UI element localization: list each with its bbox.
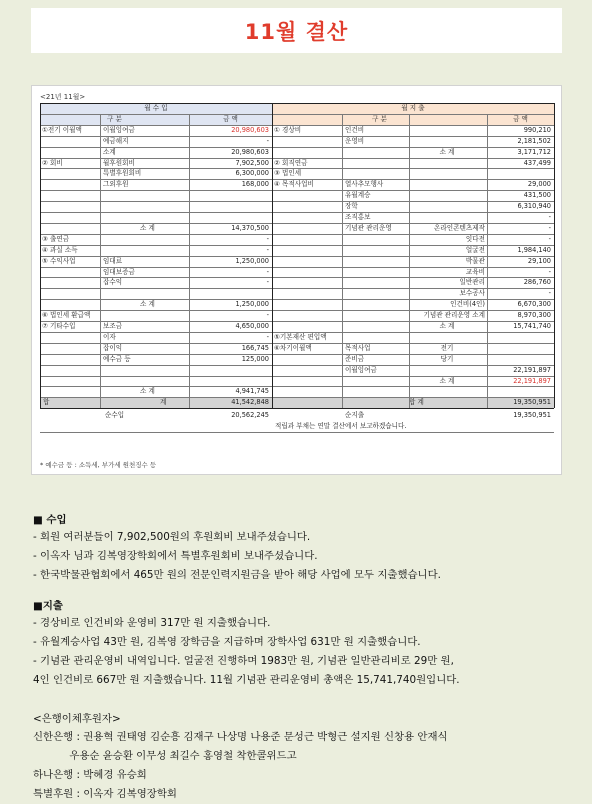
expense-subitem: 기념관 관리운영 소계 — [423, 311, 485, 320]
expense-subitem: 소 계 — [439, 376, 455, 385]
income-category: ⑥ 법인세 환급액 — [42, 311, 91, 320]
income-item: 소 계 — [140, 387, 155, 396]
expense-item: 조직홍보 — [345, 213, 371, 221]
expense-item: 이월잉여금 — [345, 365, 377, 374]
expense-amount: - — [548, 223, 551, 232]
expense-item: 열사추모행사 — [345, 180, 384, 189]
expense-subitem: 얼굴전 — [465, 245, 485, 254]
expense-amount: 437,499 — [523, 158, 551, 167]
income-total-label: 합 — [43, 398, 50, 407]
income-amount: 6,300,000 — [235, 169, 269, 178]
income-item: 이월잉여금 — [103, 125, 135, 134]
expense-subitem: 일반관리 — [459, 278, 485, 287]
expense-item: 인건비 — [345, 125, 365, 134]
expense-total: 19,350,951 — [513, 398, 551, 407]
expense-amount: 6,310,940 — [517, 202, 551, 211]
income-item: 보조금 — [103, 322, 123, 330]
grid-line — [40, 386, 554, 387]
expense-item: 운영비 — [345, 136, 365, 145]
report-body — [33, 512, 573, 804]
donor-line: 우용순 윤승환 이무성 최길수 홍영철 착한콜위드고 — [33, 750, 297, 763]
expense-amount: 2,181,502 — [517, 136, 551, 145]
income-amount: 1,250,000 — [235, 300, 269, 309]
net-income: 20,562,245 — [231, 411, 269, 420]
income-category: ④ 과실 소득 — [42, 245, 78, 254]
expense-line: 4인 인건비로 667만 원 지출했습니다. 11월 기념관 관리운영비 총액은 15,741,740원입니다. — [33, 673, 460, 686]
income-item: 잡수익 — [103, 278, 123, 287]
expense-amount: 6,670,300 — [517, 300, 551, 309]
grid-line — [40, 190, 554, 191]
income-amount: 7,902,500 — [235, 158, 269, 167]
income-amount: 4,941,745 — [235, 387, 269, 396]
income-amount: 168,000 — [241, 180, 269, 189]
grid-line — [40, 365, 554, 366]
grid-line — [40, 201, 554, 202]
grid-line — [40, 288, 554, 289]
footnote: 적립과 부채는 연말 결산에서 보고하겠습니다. — [275, 422, 407, 431]
expense-amount: 431,500 — [523, 191, 551, 200]
income-item: 잡이익 — [103, 343, 123, 352]
grid-line — [40, 277, 554, 278]
expense-subitem: 당기 — [440, 354, 454, 363]
expense-item: 유월계승 — [345, 191, 371, 200]
table-note: * 예수금 등 : 소득세, 부가세 원천징수 등 — [40, 461, 157, 469]
income-item: 임대보증금 — [103, 267, 135, 276]
page-title: 11월 결산 — [244, 19, 349, 44]
grid-line — [40, 354, 554, 355]
income-item: 월후원회비 — [103, 158, 135, 167]
grid-line — [100, 114, 101, 408]
expense-total-label: 합 계 — [409, 398, 424, 407]
expense-amount-header: 금 액 — [513, 114, 528, 123]
expense-subitem: 잇다전 — [465, 234, 485, 243]
income-amount: 125,000 — [241, 354, 269, 363]
donor-line: 특별후원 : 이옥자 김복영장학회 — [33, 787, 177, 800]
grid-line — [40, 179, 554, 180]
grid-line — [40, 103, 554, 104]
income-line: - 회원 여러분들이 7,902,500원의 후원회비 보내주셨습니다. — [33, 531, 311, 543]
expense-category: ④ 목적사업비 — [274, 180, 314, 189]
income-item: 그외후원 — [103, 180, 129, 189]
grid-line — [40, 234, 554, 235]
expense-division-header: 구 분 — [372, 114, 387, 123]
income-amount-header: 금 액 — [223, 114, 238, 123]
settlement-sheet — [31, 85, 562, 475]
income-amount: - — [266, 245, 269, 254]
grid-line — [40, 114, 554, 115]
expense-line: - 기념관 관리운영비 내역입니다. 얼굴전 진행하며 1983만 원, 기념관 일반관리비로 29만 원, — [33, 654, 454, 667]
income-category: ③ 출연금 — [42, 234, 70, 243]
expense-amount: 990,210 — [523, 125, 551, 134]
grid-line — [40, 147, 554, 148]
expense-header: 월 지 출 — [401, 104, 425, 112]
income-item: 소계 — [103, 147, 116, 156]
grid-line — [40, 408, 554, 409]
income-category: ⑦ 기타수입 — [42, 322, 76, 330]
net-expense-label: 순지출 — [345, 411, 365, 420]
grid-line — [40, 223, 554, 224]
expense-category: ⑤기본재산 편입액 — [274, 332, 327, 341]
expense-subitem: 소 계 — [439, 147, 455, 156]
income-category: ①전기 이월액 — [42, 125, 82, 134]
expense-category: ① 경상비 — [274, 125, 302, 134]
expense-amount: - — [548, 234, 551, 243]
grid-line — [40, 376, 554, 377]
income-line: - 한국박물관협회에서 465만 원의 전문인력지원금을 받아 해당 사업에 모두 지출했습니다. — [33, 568, 441, 581]
donor-line: 신한은행 : 권용혁 권태영 김순흥 김재구 나상명 나용준 문성근 박형근 설지원 신창용 안재식 — [33, 731, 448, 744]
income-total: 41,542,848 — [231, 398, 269, 407]
expense-amount: - — [548, 213, 551, 221]
expense-subitem: 박물관 — [465, 256, 485, 265]
expense-amount: 8,970,300 — [517, 311, 551, 320]
expense-item: 목적사업 — [345, 343, 371, 352]
expense-amount: 15,741,740 — [513, 322, 551, 330]
expense-amount: 3,171,712 — [517, 147, 551, 156]
grid-line — [40, 343, 554, 344]
grid-line — [40, 332, 554, 333]
income-heading: ■ 수입 — [33, 514, 67, 526]
income-category: ⑤ 수익사업 — [42, 256, 76, 265]
income-item: 임대료 — [103, 256, 123, 265]
expense-item: 준비금 — [345, 354, 365, 363]
income-amount: 4,650,000 — [235, 322, 269, 330]
expense-heading: ■지출 — [33, 600, 63, 613]
grid-line — [40, 397, 554, 398]
expense-category: ⑥차기이월액 — [274, 343, 312, 352]
income-amount: 20,980,603 — [231, 147, 269, 156]
grid-line — [40, 103, 41, 408]
income-item: 소 계 — [140, 300, 155, 309]
expense-line: - 경상비로 인건비와 운영비 317만 원 지출했습니다. — [33, 617, 271, 630]
income-item: 예금해지 — [103, 136, 129, 145]
grid-line — [40, 168, 554, 169]
income-amount: 1,250,000 — [235, 256, 269, 265]
grid-line — [409, 114, 410, 408]
grid-line — [40, 310, 554, 311]
net-income-label: 순수입 — [105, 411, 125, 420]
expense-subitem: 온라인콘텐츠제작 — [434, 223, 485, 232]
income-item: 특별후원회비 — [103, 169, 142, 178]
expense-subitem: 인건비(4인) — [450, 300, 485, 309]
net-expense: 19,350,951 — [513, 411, 551, 420]
grid-line — [189, 114, 190, 408]
expense-item: 기념관 관리운영 — [345, 223, 392, 232]
income-amount: - — [266, 136, 269, 145]
page-header — [31, 8, 562, 53]
income-item: 예수금 등 — [103, 354, 131, 363]
expense-line: - 유월계승사업 43만 원, 김복영 장학금을 지급하며 장학사업 631만 원 지출했습니다. — [33, 636, 421, 649]
grid-line — [40, 158, 554, 159]
grid-line — [40, 125, 554, 126]
expense-subitem: 소 계 — [439, 322, 455, 330]
expense-amount: 22,191,897 — [513, 365, 551, 374]
expense-amount: 29,000 — [527, 180, 551, 189]
income-amount: 166,745 — [241, 343, 269, 352]
grid-line — [40, 212, 554, 213]
grid-line — [40, 136, 554, 137]
expense-amount: 1,984,140 — [517, 245, 551, 254]
period-label: <21년 11월> — [40, 93, 86, 101]
expense-amount: 286,760 — [523, 278, 551, 287]
grid-line — [40, 245, 554, 246]
grid-line — [272, 103, 273, 408]
income-amount: 14,370,500 — [231, 223, 269, 232]
income-amount: - — [266, 278, 269, 287]
income-amount: - — [266, 332, 269, 341]
grid-line — [487, 114, 488, 408]
income-item: 이자 — [103, 332, 116, 341]
expense-subitem: 교육비 — [465, 267, 485, 276]
expense-category: ③ 법인세 — [274, 169, 302, 178]
expense-amount: - — [548, 289, 551, 298]
donor-line: 하나은행 : 박혜경 유승희 — [33, 768, 147, 781]
donors-heading: <은행이체후원자> — [33, 712, 121, 725]
income-amount: - — [266, 311, 269, 320]
income-header: 월 수 입 — [144, 104, 168, 112]
expense-amount: 29,100 — [527, 256, 551, 265]
grid-line — [40, 256, 554, 257]
income-item: 소 계 — [140, 223, 155, 232]
expense-subitem: 보수공사 — [459, 289, 485, 298]
grid-line — [40, 299, 554, 300]
income-total-label: 계 — [160, 398, 167, 407]
income-amount: - — [266, 267, 269, 276]
total-band — [40, 397, 554, 408]
expense-item: 장학 — [345, 202, 358, 211]
grid-line — [342, 114, 343, 408]
grid-line — [40, 267, 554, 268]
income-line: - 이옥자 님과 김복영장학회에서 특별후원회비 보내주셨습니다. — [33, 549, 318, 562]
expense-subitem: 전기 — [440, 343, 454, 352]
grid-line — [554, 103, 555, 408]
income-division-header: 구 분 — [107, 114, 122, 123]
income-amount: - — [266, 234, 269, 243]
grid-line — [40, 321, 554, 322]
expense-category: ② 회직연금 — [274, 158, 308, 167]
income-category: ② 회비 — [42, 158, 63, 167]
grid-line — [40, 432, 554, 433]
expense-amount: 22,191,897 — [513, 376, 551, 385]
income-amount: 20,980,603 — [231, 125, 269, 134]
expense-amount: - — [548, 267, 551, 276]
